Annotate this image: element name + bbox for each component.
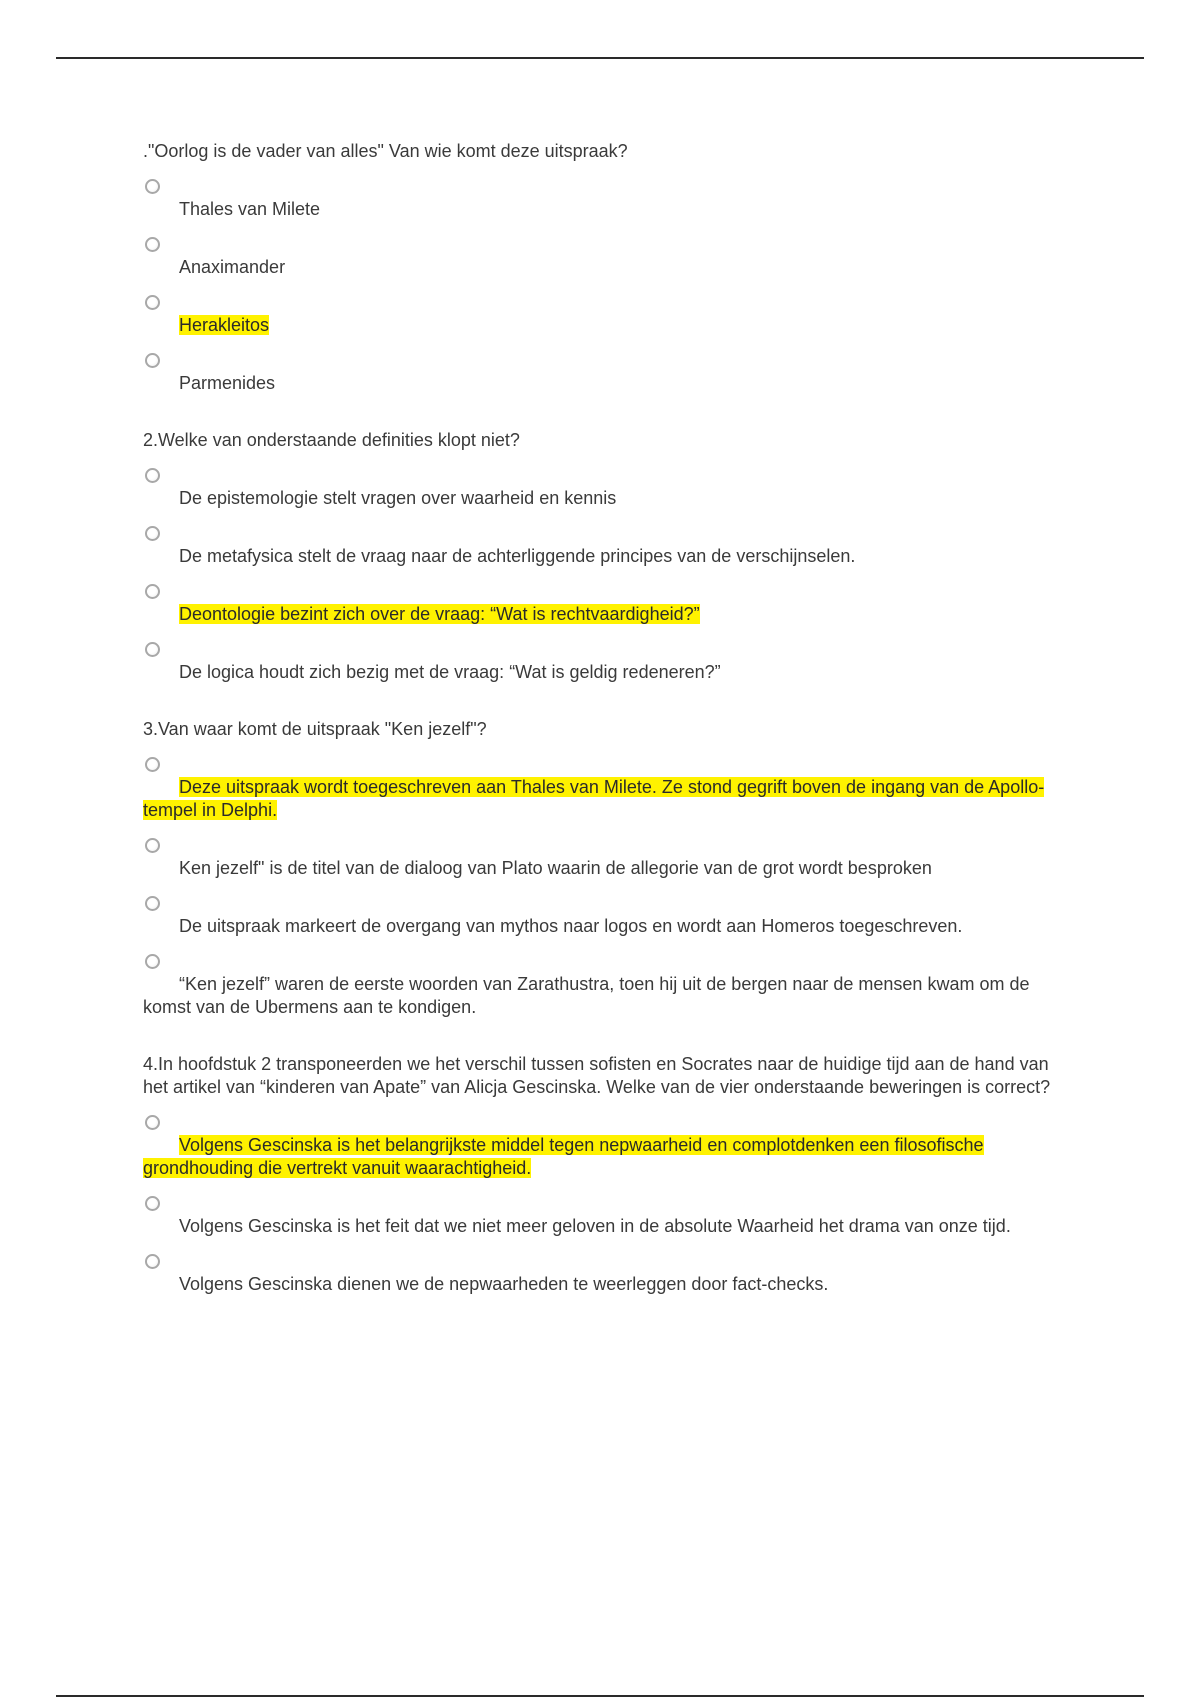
radio-button-icon[interactable] xyxy=(145,1196,160,1211)
answer-label: Thales van Milete xyxy=(179,199,321,219)
question-3 xyxy=(143,718,1058,1019)
radio-button-icon[interactable] xyxy=(145,1254,160,1269)
radio-button-icon[interactable] xyxy=(145,179,160,194)
answer-label: “Ken jezelf” waren de eerste woorden van Zarathustra, toen hij uit de bergen naar de mensen kwam om de komst van de Ubermens aan te kondigen. xyxy=(143,974,1030,1017)
answer-label: Volgens Gescinska is het belangrijkste middel tegen nepwaarheid en complotdenken een filosofische grondhouding die vertrekt vanuit waarachtigheid. xyxy=(143,1135,984,1178)
question-text: 3.Van waar komt de uitspraak "Ken jezelf"? xyxy=(143,719,487,739)
answer-label: Anaximander xyxy=(179,257,286,277)
answer-label: De metafysica stelt de vraag naar de achterliggende principes van de verschijnselen. xyxy=(179,546,856,566)
question-4 xyxy=(143,1053,1058,1296)
answer-option[interactable] xyxy=(143,838,1058,880)
radio-button-icon[interactable] xyxy=(145,838,160,853)
answer-option[interactable] xyxy=(143,642,1058,684)
answer-label: De epistemologie stelt vragen over waarheid en kennis xyxy=(179,488,617,508)
radio-button-icon[interactable] xyxy=(145,896,160,911)
answer-option[interactable] xyxy=(143,468,1058,510)
radio-button-icon[interactable] xyxy=(145,1115,160,1130)
answer-option[interactable] xyxy=(143,526,1058,568)
answer-label: Herakleitos xyxy=(179,315,270,335)
radio-button-icon[interactable] xyxy=(145,584,160,599)
answer-label: Parmenides xyxy=(179,373,276,393)
answer-label: Ken jezelf" is de titel van de dialoog van Plato waarin de allegorie van de grot wordt besproken xyxy=(179,858,932,878)
top-rule xyxy=(56,57,1144,59)
radio-button-icon[interactable] xyxy=(145,295,160,310)
answer-option[interactable] xyxy=(143,179,1058,221)
answer-label: Deontologie bezint zich over de vraag: “Wat is rechtvaardigheid?” xyxy=(179,604,700,624)
radio-button-icon[interactable] xyxy=(145,757,160,772)
answer-option-highlighted[interactable] xyxy=(143,1115,1058,1180)
answer-option[interactable] xyxy=(143,237,1058,279)
radio-button-icon[interactable] xyxy=(145,353,160,368)
question-text: 4.In hoofdstuk 2 transponeerden we het verschil tussen sofisten en Socrates naar de huidige tijd aan de hand van het artikel van “kinderen van Apate” van Alicja Gescinska. Welke van de vier onderstaande beweringen is correct? xyxy=(143,1054,1051,1097)
answer-option-highlighted[interactable] xyxy=(143,757,1058,822)
answer-label: De uitspraak markeert de overgang van mythos naar logos en wordt aan Homeros toegeschreven. xyxy=(179,916,963,936)
question-1 xyxy=(143,140,1058,395)
answer-option[interactable] xyxy=(143,954,1058,1019)
radio-button-icon[interactable] xyxy=(145,468,160,483)
answer-option-highlighted[interactable] xyxy=(143,584,1058,626)
question-2 xyxy=(143,429,1058,684)
radio-button-icon[interactable] xyxy=(145,954,160,969)
answer-label: Deze uitspraak wordt toegeschreven aan Thales van Milete. Ze stond gegrift boven de ingang van de Apollo-tempel in Delphi. xyxy=(143,777,1045,820)
answer-option[interactable] xyxy=(143,1196,1058,1238)
radio-button-icon[interactable] xyxy=(145,526,160,541)
answer-label: Volgens Gescinska is het feit dat we niet meer geloven in de absolute Waarheid het drama van onze tijd. xyxy=(179,1216,1011,1236)
bottom-rule xyxy=(56,1695,1144,1697)
question-text: ."Oorlog is de vader van alles" Van wie komt deze uitspraak? xyxy=(143,141,628,161)
answer-label: De logica houdt zich bezig met de vraag: “Wat is geldig redeneren?” xyxy=(179,662,721,682)
answer-option[interactable] xyxy=(143,353,1058,395)
answer-option-highlighted[interactable] xyxy=(143,295,1058,337)
quiz-content xyxy=(143,140,1058,1330)
radio-button-icon[interactable] xyxy=(145,237,160,252)
answer-option[interactable] xyxy=(143,1254,1058,1296)
answer-option[interactable] xyxy=(143,896,1058,938)
radio-button-icon[interactable] xyxy=(145,642,160,657)
question-text: 2.Welke van onderstaande definities klopt niet? xyxy=(143,430,520,450)
answer-label: Volgens Gescinska dienen we de nepwaarheden te weerleggen door fact-checks. xyxy=(179,1274,829,1294)
